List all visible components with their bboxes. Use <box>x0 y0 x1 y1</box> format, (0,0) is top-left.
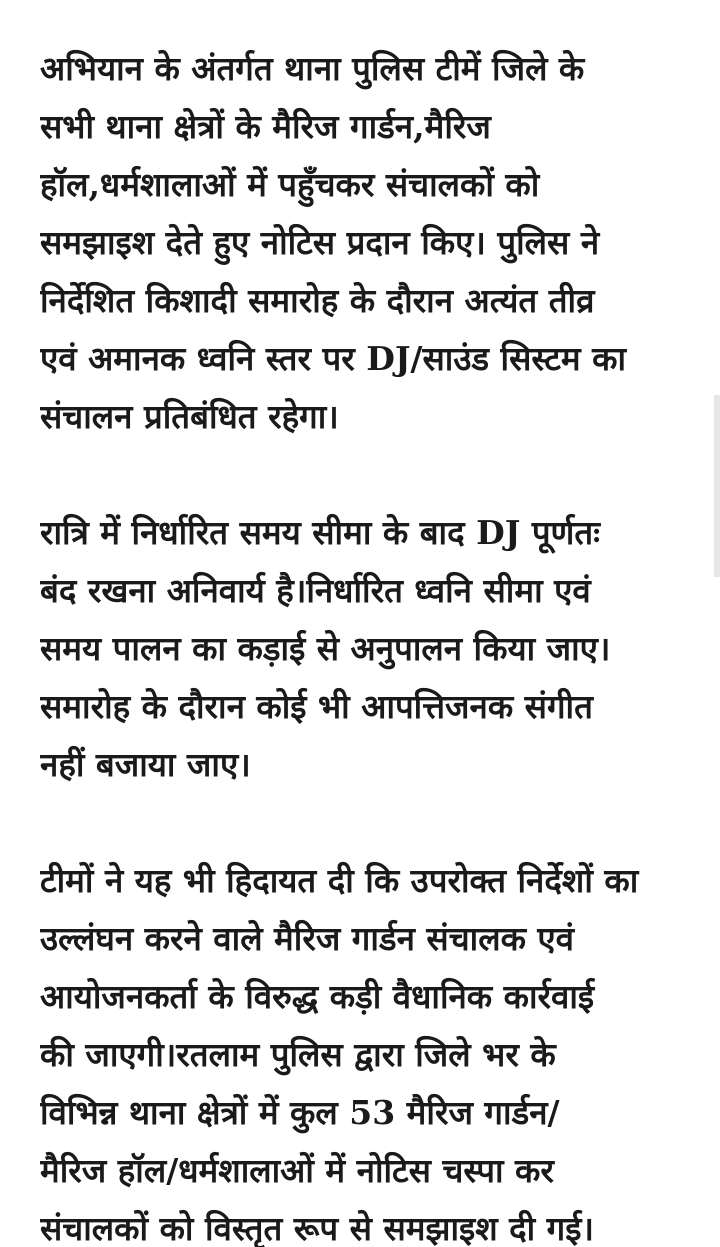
text-line: नहीं बजाया जाए। <box>40 745 251 784</box>
text-line: टीमों ने यह भी हिदायत दी कि उपरोक्त निर्देशों का <box>40 861 639 900</box>
text-line: मैरिज हॉल/धर्मशालाओं में नोटिस चस्पा कर <box>40 1151 554 1190</box>
paragraph-3 <box>40 852 690 1247</box>
text-line: समय पालन का कड़ाई से अनुपालन किया जाए। <box>40 629 611 668</box>
text-line: की जाएगी।रतलाम पुलिस द्वारा जिले भर के <box>40 1035 556 1074</box>
text-line: विभिन्न थाना क्षेत्रों में कुल 53 मैरिज गार्डन/ <box>40 1093 560 1132</box>
paragraph-1 <box>40 40 690 446</box>
text-line: उल्लंघन करने वाले मैरिज गार्डन संचालक एवं <box>40 919 575 958</box>
article-body <box>40 40 690 1247</box>
text-line: निर्देशित किशादी समारोह के दौरान अत्यंत तीव्र <box>40 281 595 320</box>
text-line: हॉल,धर्मशालाओं में पहुँचकर संचालकों को <box>40 165 540 204</box>
paragraph-2 <box>40 504 690 794</box>
text-line: अभियान के अंतर्गत थाना पुलिस टीमें जिले के <box>40 49 585 88</box>
scroll-indicator[interactable] <box>714 395 720 577</box>
text-line: रात्रि में निर्धारित समय सीमा के बाद DJ पूर्णतः <box>40 513 600 552</box>
text-line: सभी थाना क्षेत्रों के मैरिज गार्डन,मैरिज <box>40 107 491 146</box>
text-line: आयोजनकर्ता के विरुद्ध कड़ी वैधानिक कार्रवाई <box>40 977 595 1016</box>
text-line: बंद रखना अनिवार्य है।निर्धारित ध्वनि सीमा एवं <box>40 571 591 610</box>
text-line: एवं अमानक ध्वनि स्तर पर DJ/साउंड सिस्टम का <box>40 339 626 378</box>
text-line: संचालकों को विस्तृत रूप से समझाइश दी गई। <box>40 1209 594 1247</box>
text-line: संचालन प्रतिबंधित रहेगा। <box>40 397 339 436</box>
text-line: समझाइश देते हुए नोटिस प्रदान किए। पुलिस ने <box>40 223 600 262</box>
text-line: समारोह के दौरान कोई भी आपत्तिजनक संगीत <box>40 687 593 726</box>
